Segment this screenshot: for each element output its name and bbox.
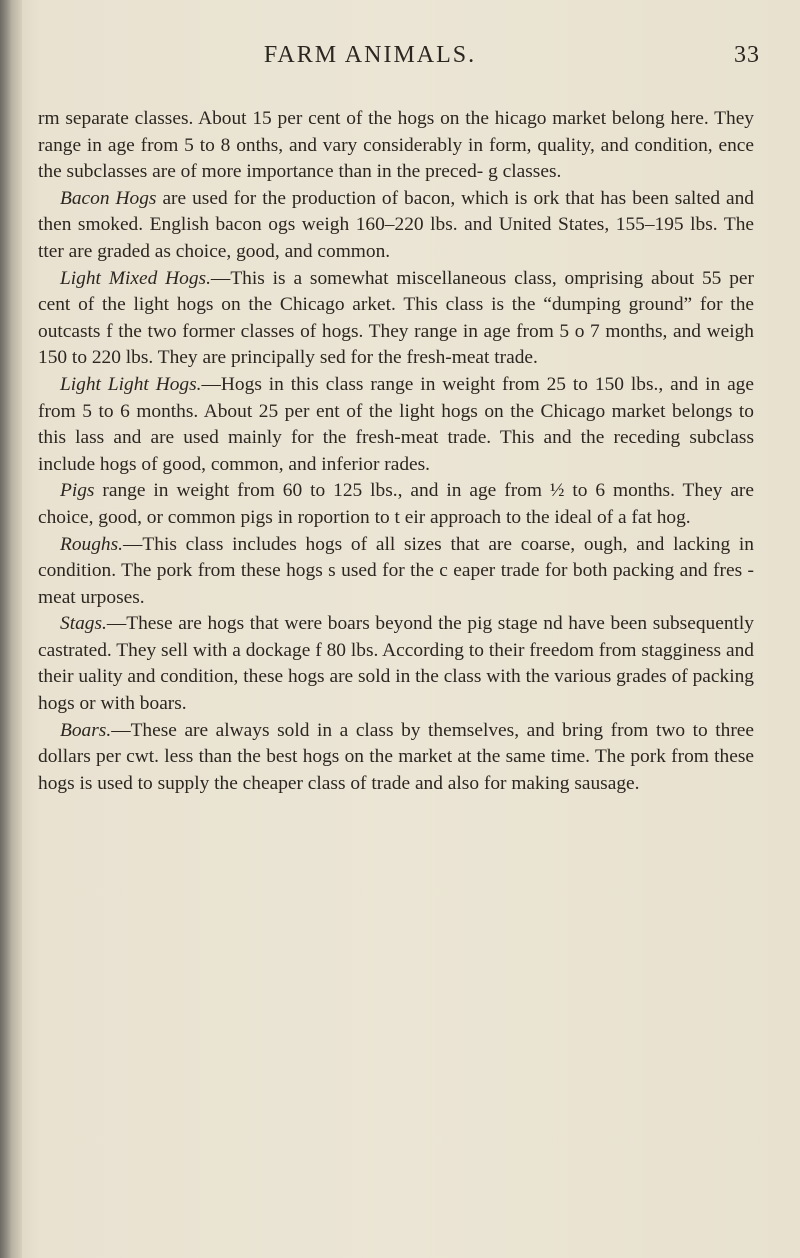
paragraph-text: —This class includes hogs of all sizes that are coarse, ough, and lacking in condition. The pork from these hogs s used for the c eaper trade for both packing and fres -meat urposes.	[38, 533, 754, 608]
paragraph-pigs	[38, 478, 754, 531]
paragraph-bacon-hogs	[38, 186, 754, 266]
paragraph-heading: Light Light Hogs.	[60, 373, 202, 395]
paragraph-heading: Stags.	[60, 613, 107, 635]
paragraph-roughs	[38, 532, 754, 612]
paragraph-text: rm separate classes. About 15 per cent of the hogs on the hicago market belong here. They range in age from 5 to 8 onths, and vary considerably in form, quality, and condition, ence the subclasses are of more importance than in the preced- g classes.	[38, 108, 754, 183]
paragraph-heading: Bacon Hogs	[60, 187, 157, 209]
running-title: FARM ANIMALS.	[263, 42, 477, 68]
paragraph-text: —This is a somewhat miscellaneous class, omprising about 55 per cent of the light hogs on the Chicago arket. This class is the “dumping ground” for the outcasts f the two former classes of hogs. They range in age from 5 o 7 months, and weigh 150 to 220 lbs. They are principally sed for the fresh-meat trade.	[38, 267, 754, 369]
paragraph-text: —These are hogs that were boars beyond the pig stage nd have been subsequently castrated. They sell with a dockage f 80 lbs. According to their freedom from stagginess and their uality and condition, these hogs are sold in the class with the various grades of packing hogs or with boars.	[38, 613, 754, 715]
paragraph-text: —These are always sold in a class by themselves, and bring from two to three dollars per cwt. less than the best hogs on the market at the same time. The pork from these hogs is used to supply the cheaper class of trade and also for making sausage.	[38, 719, 754, 794]
paragraph-heading: Light Mixed Hogs.	[60, 267, 211, 289]
body-text	[38, 106, 754, 797]
paragraph-heading: Roughs.	[60, 533, 124, 555]
paragraph-text: —Hogs in this class range in weight from 25 to 150 lbs., and in age from 5 to 6 months. About 25 per ent of the light hogs on the Chicago market belongs to this lass and are used mainly for the fresh-meat trade. This and the receding subclass include hogs of good, common, and inferior rades.	[38, 373, 754, 475]
paragraph-heading: Boars.	[60, 719, 112, 741]
page-number: 33	[734, 42, 760, 68]
paragraph-light-light-hogs	[38, 372, 754, 478]
paragraph-text: range in weight from 60 to 125 lbs., and in age from ½ to 6 months. They are choice, good, or common pigs in roportion to t eir approach to the ideal of a fat hog.	[38, 480, 754, 528]
paragraph-heading: Pigs	[60, 480, 95, 502]
paragraph-boars	[38, 718, 754, 798]
paragraph-intro	[38, 106, 754, 186]
paragraph-light-mixed-hogs	[38, 266, 754, 372]
book-binding-edge	[0, 0, 22, 1258]
paragraph-text: are used for the production of bacon, which is ork that has been salted and then smoked. English bacon ogs weigh 160–220 lbs. and United States, 155–195 lbs. The tter are graded as choice, good, and common.	[38, 187, 754, 262]
paragraph-stags	[38, 611, 754, 717]
running-head	[60, 42, 760, 78]
